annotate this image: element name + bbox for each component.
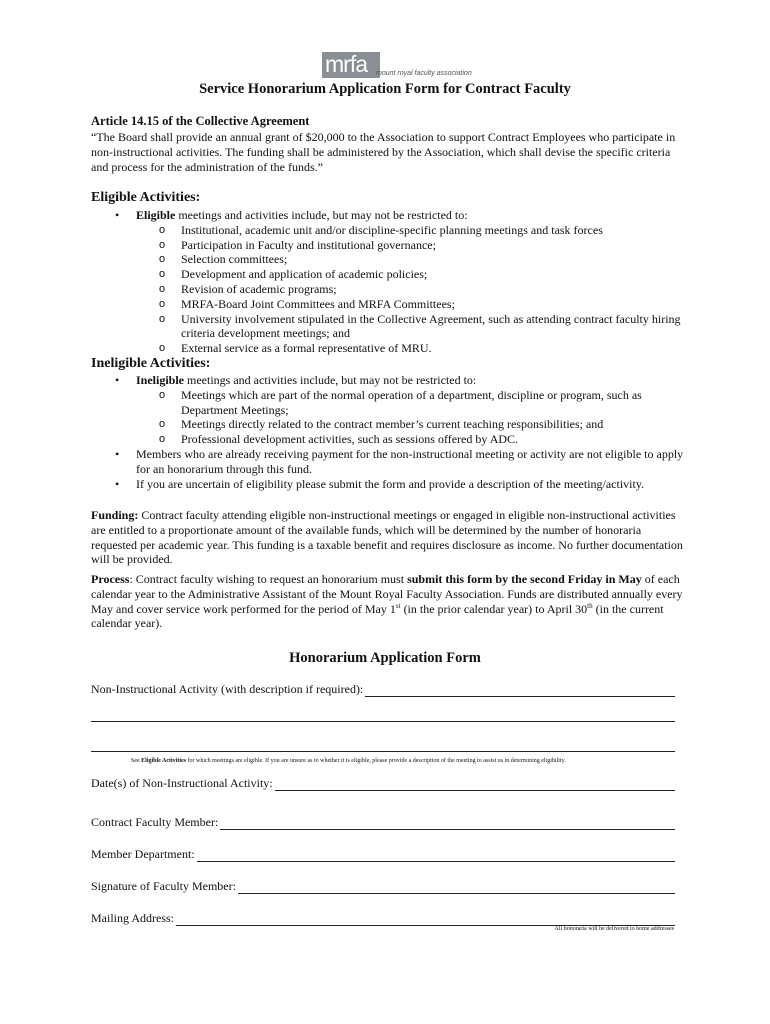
ineligible-bullet: • Members who are already receiving payment for the non-instructional meeting or activity are not eligible to apply for an honorarium through this fund.: [91, 447, 685, 477]
ineligible-lead-text: meetings and activities include, but may not be restricted to:: [184, 373, 477, 387]
dates-input-line[interactable]: [275, 780, 675, 791]
dates-label: Date(s) of Non-Instructional Activity:: [91, 776, 273, 790]
eligible-list: [91, 208, 685, 356]
logo-tagline: mount royal faculty association: [376, 70, 472, 77]
activity-input-line-2[interactable]: [91, 721, 675, 722]
process-text-2: of each calendar year to the Administrative Assistant of the Mount Royal Faculty Association. Funds are distributed annually every May and cover service work performed for the period of May 1: [91, 572, 683, 616]
process-text-1: : Contract faculty wishing to request an honorarium must: [129, 572, 408, 586]
eligible-lead-bold: Eligible: [136, 208, 176, 222]
process-sup-st: st: [395, 601, 401, 610]
process-text-4: (in the current calendar year).: [91, 601, 664, 631]
department-input-line[interactable]: [197, 851, 675, 862]
activity-label: Non-Instructional Activity (with description if required):: [91, 682, 364, 696]
eligible-lead-text: meetings and activities include, but may not be restricted to:: [175, 208, 468, 222]
note-prefix: See: [131, 758, 142, 764]
process-label: Process: [91, 572, 130, 586]
member-input-line[interactable]: [220, 819, 675, 830]
list-item: o Development and application of academic policies;: [136, 267, 685, 282]
funding-paragraph: [91, 508, 683, 567]
member-label: Contract Faculty Member:: [91, 815, 219, 829]
ineligible-heading: Ineligible Activities:: [91, 356, 211, 371]
activity-input-line-3[interactable]: [91, 751, 675, 752]
dates-field[interactable]: [91, 776, 675, 791]
signature-field[interactable]: [91, 879, 675, 894]
list-item: o Selection committees;: [136, 252, 685, 267]
funding-label: Funding:: [91, 508, 139, 522]
eligible-heading: Eligible Activities:: [91, 190, 201, 205]
list-item: o University involvement stipulated in the Collective Agreement, such as attending contract faculty hiring criteria development meetings; and: [136, 312, 685, 342]
eligibility-note: [131, 758, 566, 764]
process-text-3: (in the prior calendar year) to April 30: [400, 601, 588, 616]
eligible-lead-item: [91, 208, 685, 356]
list-item: o Participation in Faculty and institutional governance;: [136, 238, 685, 253]
article-quote: “The Board shall provide an annual grant of $20,000 to the Association to support Contract Employees who participate in non-instructional activities. The funding shall be administered by the Association, which shall devise the specific criteria and process for the administration of the funds.”: [91, 130, 676, 174]
process-paragraph: [91, 572, 683, 631]
process-sup-th: th: [587, 601, 593, 610]
ineligible-list: [91, 373, 685, 491]
signature-label: Signature of Faculty Member:: [91, 879, 236, 893]
funding-text: Contract faculty attending eligible non-instructional meetings or engaged in eligible non-instructional activities are entitled to a proportionate amount of the available funds, which will be determined by the number of honoraria requested per academic year. This funding is a taxable benefit and requires disclosure as income. No further documentation will be provided.: [91, 508, 683, 567]
process-deadline: submit this form by the second Friday in May: [407, 572, 642, 586]
mailing-field[interactable]: [91, 911, 675, 926]
department-field[interactable]: [91, 847, 675, 862]
list-item: o Revision of academic programs;: [136, 282, 685, 297]
list-item: o Professional development activities, such as sessions offered by ADC.: [136, 432, 685, 447]
mailing-note: All honoraria will be delivered to home addresses: [554, 926, 674, 932]
mrfa-logo: [322, 51, 472, 82]
ineligible-sublist: [136, 388, 685, 447]
logo-mark: [322, 52, 380, 78]
note-text: for which meetings are eligible. If you are unsure as to whether it is eligible, please provide a description of the meeting to assist us in determining eligibility.: [186, 758, 566, 764]
mailing-label: Mailing Address:: [91, 911, 174, 925]
article-heading: Article 14.15 of the Collective Agreement: [91, 114, 310, 128]
eligible-sublist: [136, 223, 685, 356]
list-item: o Institutional, academic unit and/or discipline-specific planning meetings and task forces: [136, 223, 685, 238]
list-item: o MRFA-Board Joint Committees and MRFA Committees;: [136, 297, 685, 312]
form-title: Honorarium Application Form: [289, 650, 481, 666]
ineligible-bullet: • If you are uncertain of eligibility please submit the form and provide a description of the meeting/activity.: [91, 477, 685, 492]
activity-field[interactable]: [91, 682, 675, 697]
list-item: o External service as a formal representative of MRU.: [136, 341, 685, 356]
ineligible-lead-bold: Ineligible: [136, 373, 185, 387]
signature-input-line[interactable]: [238, 883, 675, 894]
ineligible-lead-item: [91, 373, 685, 447]
logo-text: mrfa: [325, 51, 367, 77]
list-item: o Meetings directly related to the contract member’s current teaching responsibilities; and: [136, 417, 685, 432]
note-bold: Eligible Activities: [141, 758, 187, 764]
activity-input-line[interactable]: [365, 686, 675, 697]
mailing-input-line[interactable]: [176, 915, 675, 926]
department-label: Member Department:: [91, 847, 195, 861]
document-title: Service Honorarium Application Form for Contract Faculty: [199, 81, 571, 97]
member-field[interactable]: [91, 815, 675, 830]
list-item: o Meetings which are part of the normal operation of a department, discipline or program, such as Department Meetings;: [136, 388, 685, 418]
